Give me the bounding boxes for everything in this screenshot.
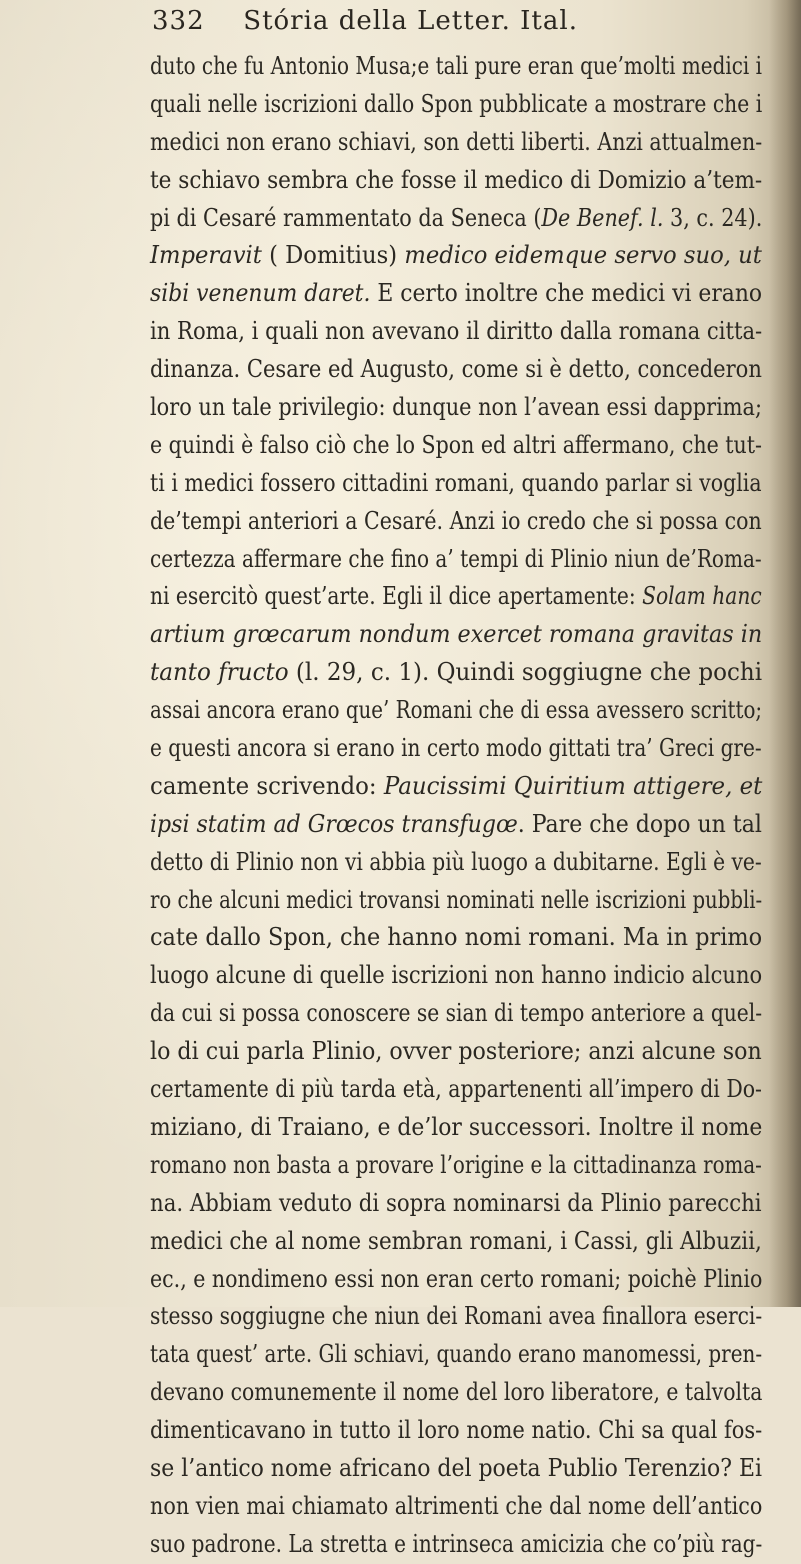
text-segment: E certo inoltre che medici vi erano — [370, 279, 763, 308]
text-line — [150, 919, 763, 957]
text-line — [150, 1033, 762, 1071]
text-segment: e quindi è falso ciò che lo Spon ed altri affermano, che tut- — [150, 430, 762, 459]
text-line — [150, 1071, 762, 1109]
text-segment: duto che fu Antonio Musa;e tali pure eran que’molti medici i — [150, 52, 762, 80]
italic-text: sibi venenum daret. — [150, 279, 371, 308]
italic-text: artium grœcarum nondum exercet romana gravitas in — [150, 620, 763, 649]
body-text — [150, 48, 762, 1564]
text-line — [150, 957, 763, 995]
page-edge-shadow — [769, 0, 801, 1307]
text-line — [150, 1374, 763, 1412]
text-line — [150, 162, 763, 200]
text-segment: e questi ancora si erano in certo modo gittati tra’ Greci gre- — [150, 734, 762, 763]
text-line — [150, 1336, 763, 1374]
text-segment: medici non erano schiavi, son detti liberti. Anzi attualmen- — [150, 127, 763, 156]
text-segment: dimenticavano in tutto il loro nome natio. Chi sa qual fos- — [150, 1416, 763, 1445]
text-line — [150, 1223, 762, 1261]
text-segment: ( Domitius) — [261, 241, 405, 270]
text-line — [150, 654, 763, 692]
text-segment: medici che al nome sembran romani, i Cassi, gli Albuzii, — [150, 1226, 762, 1255]
text-segment: pi di Cesaré rammentato da Seneca ( — [150, 203, 542, 232]
page-number: 332 — [152, 6, 205, 36]
text-segment: ni esercitò quest’arte. Egli il dice apertamente: — [150, 582, 643, 611]
text-segment: (l. 29, c. 1). Quindi soggiugne che pochi — [288, 658, 763, 687]
text-segment: certamente di più tarda età, appartenenti all’impero di Do- — [150, 1075, 762, 1104]
italic-text: De Benef. l. — [541, 203, 664, 232]
text-line — [150, 275, 763, 313]
text-segment: ec., e nondimeno essi non eran certo romani; poichè Plinio — [150, 1264, 763, 1293]
text-line — [150, 427, 762, 465]
text-segment: 3, c. 24). — [663, 203, 763, 232]
text-line — [150, 692, 763, 730]
text-segment: romano non basta a provare l’origine e la cittadinanza roma- — [150, 1150, 762, 1179]
text-segment: in Roma, i quali non avevano il diritto dalla romana citta- — [150, 317, 763, 346]
text-line — [150, 389, 763, 427]
text-segment: quali nelle iscrizioni dallo Spon pubblicate a mostrare che i — [150, 89, 763, 118]
text-segment: assai ancora erano que’ Romani che di essa avessero scritto; — [150, 696, 763, 725]
text-segment: certezza affermare che fino a’ tempi di Plinio niun de’Roma- — [150, 544, 762, 573]
text-line — [150, 86, 763, 124]
text-segment: tata quest’ arte. Gli schiavi, quando erano manomessi, pren- — [150, 1340, 763, 1369]
text-segment: de’tempi anteriori a Cesaré. Anzi io credo che si possa con — [150, 506, 762, 535]
text-line — [150, 1109, 763, 1147]
italic-text: Paucissimi Quiritium attigere, et — [383, 771, 763, 800]
text-segment: ro che alcuni medici trovansi nominati nelle iscrizioni pubbli- — [150, 885, 763, 914]
text-line — [150, 48, 762, 86]
text-segment: . Pare che dopo un tal — [517, 809, 762, 838]
text-line — [150, 995, 763, 1033]
text-line — [150, 806, 762, 844]
text-segment: miziano, di Traiano, e de’lor successori. Inoltre il nome — [150, 1112, 763, 1141]
text-segment: loro un tale privilegio: dunque non l’avean essi dapprima; — [150, 393, 763, 422]
text-line — [150, 1526, 763, 1564]
italic-text: medico eidemque servo suo, ut — [404, 241, 762, 270]
text-line — [150, 1298, 763, 1336]
text-segment: se l’antico nome africano del poeta Publio Terenzio? Ei — [150, 1453, 763, 1482]
text-line — [150, 465, 762, 503]
text-line — [150, 200, 763, 238]
text-line — [150, 1185, 762, 1223]
running-header — [152, 6, 578, 36]
text-line — [150, 616, 763, 654]
text-segment: da cui si possa conoscere se sian di tempo anteriore a quel- — [150, 999, 763, 1028]
text-line — [150, 503, 762, 541]
text-line — [150, 844, 762, 882]
text-line — [150, 313, 763, 351]
text-line — [150, 1450, 763, 1488]
italic-text: Imperavit — [150, 241, 262, 270]
text-line — [150, 541, 762, 579]
text-line — [150, 730, 762, 768]
text-line — [150, 237, 762, 275]
italic-text: Solam hanc — [642, 582, 762, 611]
text-line — [150, 768, 763, 806]
text-line — [150, 124, 763, 162]
running-title: Stória della Letter. Ital. — [243, 6, 578, 36]
text-segment: ti i medici fossero cittadini romani, quando parlar si voglia — [150, 468, 762, 497]
text-segment: cate dallo Spon, che hanno nomi romani. Ma in primo — [150, 923, 763, 952]
text-segment: te schiavo sembra che fosse il medico di Domizio a’tem- — [150, 165, 763, 194]
text-line — [150, 1261, 763, 1299]
text-segment: luogo alcune di quelle iscrizioni non hanno indicio alcuno — [150, 961, 763, 990]
text-line — [150, 1412, 763, 1450]
text-line — [150, 578, 762, 616]
text-segment: dinanza. Cesare ed Augusto, come si è detto, concederon — [150, 355, 762, 384]
text-line — [150, 882, 763, 920]
text-line — [150, 1488, 763, 1526]
text-segment: suo padrone. La stretta e intrinseca amicizia che co’più rag- — [150, 1529, 763, 1558]
text-segment: na. Abbiam veduto di sopra nominarsi da Plinio parecchi — [150, 1188, 762, 1217]
text-line — [150, 351, 762, 389]
text-segment: detto di Plinio non vi abbia più luogo a dubitarne. Egli è ve- — [150, 847, 762, 876]
text-segment: stesso soggiugne che niun dei Romani avea finallora eserci- — [150, 1302, 763, 1331]
text-segment: lo di cui parla Plinio, ovver posteriore; anzi alcune son — [150, 1037, 762, 1066]
text-segment: camente scrivendo: — [150, 771, 384, 800]
text-segment: devano comunemente il nome del loro liberatore, e talvolta — [150, 1378, 763, 1407]
italic-text: tanto fructo — [150, 658, 289, 687]
text-segment: non vien mai chiamato altrimenti che dal nome dell’antico — [150, 1491, 763, 1520]
italic-text: ipsi statim ad Grœcos transfugœ — [150, 809, 518, 838]
text-line — [150, 1147, 762, 1185]
